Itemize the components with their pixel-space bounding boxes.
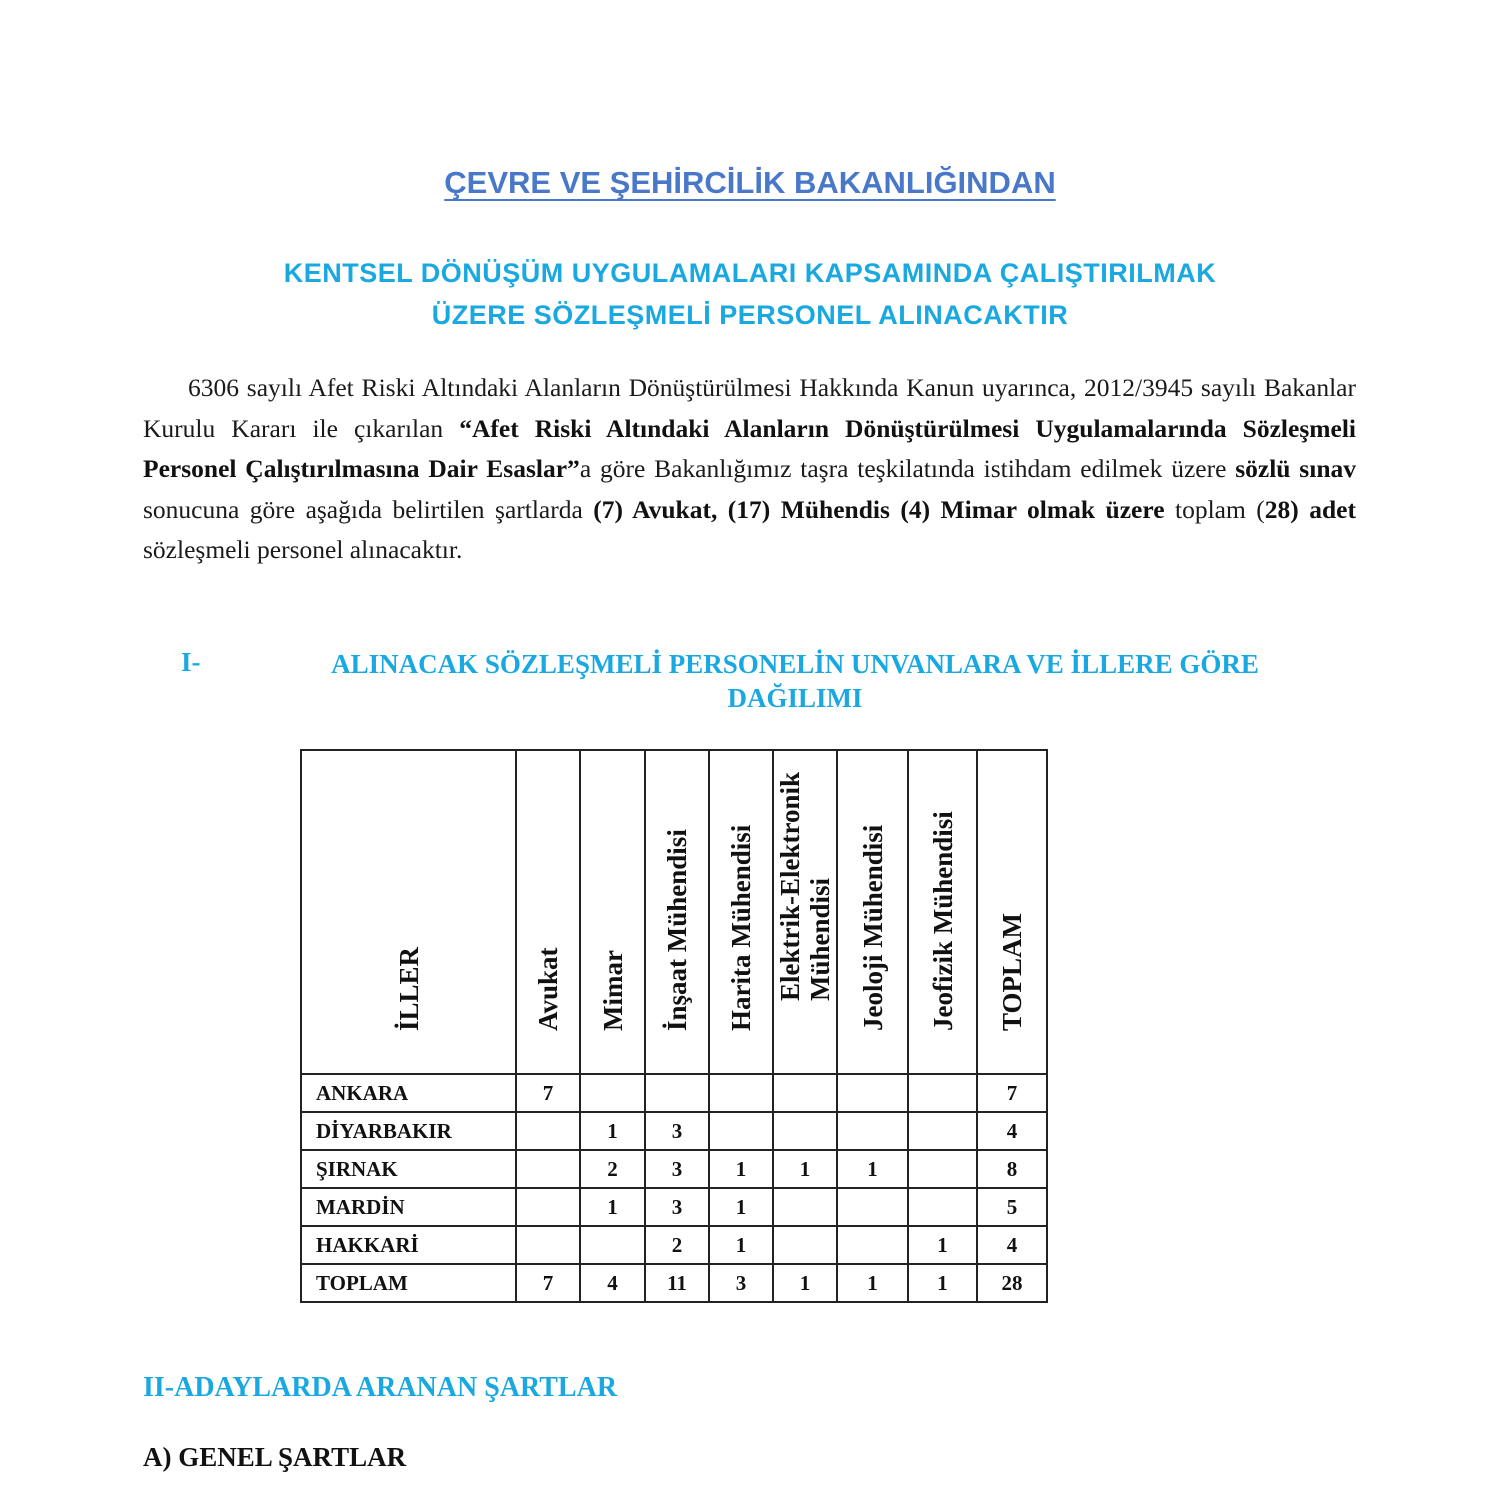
cell-harita: 1 bbox=[709, 1188, 773, 1226]
cell-insaat: 11 bbox=[645, 1264, 709, 1302]
cell-insaat: 3 bbox=[645, 1150, 709, 1188]
cell-jeofizik bbox=[908, 1150, 977, 1188]
table-total-row bbox=[301, 1264, 1047, 1302]
cell-elektrik bbox=[773, 1226, 837, 1264]
cell-toplam: 7 bbox=[977, 1074, 1047, 1112]
intro-text-5: sözleşmeli personel alınacaktır. bbox=[143, 535, 463, 564]
cell-toplam: 4 bbox=[977, 1226, 1047, 1264]
header-toplam bbox=[977, 750, 1047, 1074]
cell-mimar: 1 bbox=[580, 1112, 645, 1150]
section-2-title: II-ADAYLARDA ARANAN ŞARTLAR bbox=[143, 1372, 618, 1403]
table-row bbox=[301, 1226, 1047, 1264]
intro-text-3: sonucuna göre aşağıda belirtilen şartlarda bbox=[143, 494, 594, 524]
header-jeoloji bbox=[837, 750, 908, 1074]
cell-jeofizik bbox=[908, 1074, 977, 1112]
cell-avukat bbox=[516, 1150, 580, 1188]
cell-elektrik bbox=[773, 1188, 837, 1226]
header-jeofizik-text: Jeofizik Mühendisi bbox=[927, 811, 958, 1031]
header-elektrik-line-2: Mühendisi bbox=[805, 877, 835, 1001]
cell-elektrik bbox=[773, 1074, 837, 1112]
cell-avukat: 7 bbox=[516, 1074, 580, 1112]
intro-bold-2: sözlü sınav bbox=[1235, 454, 1357, 483]
section-1-number: I- bbox=[181, 647, 201, 677]
table-row bbox=[301, 1074, 1047, 1112]
cell-avukat bbox=[516, 1188, 580, 1226]
cell-il: ŞIRNAK bbox=[301, 1150, 516, 1188]
cell-elektrik: 1 bbox=[773, 1150, 837, 1188]
header-elektrik-line-1: Elektrik-Elektronik bbox=[775, 771, 805, 1001]
cell-harita: 1 bbox=[709, 1150, 773, 1188]
cell-il: MARDİN bbox=[301, 1188, 516, 1226]
table-row bbox=[301, 1150, 1047, 1188]
subsection-a-title: A) GENEL ŞARTLAR bbox=[143, 1442, 407, 1472]
cell-mimar: 2 bbox=[580, 1150, 645, 1188]
cell-jeofizik bbox=[908, 1112, 977, 1150]
cell-il: HAKKARİ bbox=[301, 1226, 516, 1264]
cell-mimar: 1 bbox=[580, 1188, 645, 1226]
cell-il: DİYARBAKIR bbox=[301, 1112, 516, 1150]
cell-jeofizik bbox=[908, 1188, 977, 1226]
cell-elektrik bbox=[773, 1112, 837, 1150]
cell-elektrik: 1 bbox=[773, 1264, 837, 1302]
announcement-title-line-1: KENTSEL DÖNÜŞÜM UYGULAMALARI KAPSAMINDA ÇALIŞTIRILMAK bbox=[283, 258, 1217, 288]
header-harita bbox=[709, 750, 773, 1074]
header-mimar-text: Mimar bbox=[597, 950, 628, 1031]
ministry-heading bbox=[0, 165, 1500, 201]
intro-paragraph bbox=[143, 368, 1356, 571]
header-elektrik-text bbox=[775, 772, 835, 1001]
cell-toplam: 8 bbox=[977, 1150, 1047, 1188]
header-avukat bbox=[516, 750, 580, 1074]
section-1-title bbox=[270, 647, 1320, 715]
header-elektrik bbox=[773, 750, 837, 1074]
table-header-row bbox=[301, 750, 1047, 1074]
cell-jeoloji bbox=[837, 1226, 908, 1264]
cell-harita: 3 bbox=[709, 1264, 773, 1302]
cell-jeoloji bbox=[837, 1112, 908, 1150]
cell-avukat bbox=[516, 1226, 580, 1264]
cell-jeoloji: 1 bbox=[837, 1264, 908, 1302]
cell-mimar: 4 bbox=[580, 1264, 645, 1302]
cell-jeoloji bbox=[837, 1188, 908, 1226]
cell-insaat: 3 bbox=[645, 1112, 709, 1150]
intro-text-2: a göre Bakanlığımız taşra teşkilatında istihdam edilmek üzere bbox=[579, 454, 1236, 483]
intro-text-4: toplam ( bbox=[1164, 494, 1265, 524]
table-row bbox=[301, 1188, 1047, 1226]
intro-bold-1: “Afet Riski Altındaki Alanların Dönüştürülmesi Uygulamalarında Sözleşmeli Personel Çalıştırılmasına Dair Esaslar” bbox=[143, 413, 1356, 483]
cell-jeofizik: 1 bbox=[908, 1226, 977, 1264]
header-toplam-text: TOPLAM bbox=[997, 912, 1027, 1031]
cell-avukat: 7 bbox=[516, 1264, 580, 1302]
header-iller-text: İLLER bbox=[393, 946, 424, 1031]
cell-jeoloji: 1 bbox=[837, 1150, 908, 1188]
ministry-heading-text: ÇEVRE VE ŞEHİRCİLİK BAKANLIĞINDAN bbox=[444, 165, 1056, 200]
cell-mimar bbox=[580, 1074, 645, 1112]
intro-text-1: 6306 sayılı Afet Riski Altındaki Alanların Dönüştürülmesi Hakkında Kanun uyarınca, 2012/3945 sayılı Bakanlar Kurulu Kararı ile çıkarılan bbox=[143, 373, 1356, 443]
section-1-title-line-1: ALINACAK SÖZLEŞMELİ PERSONELİN UNVANLARA VE İLLERE GÖRE bbox=[331, 649, 1259, 679]
header-harita-text: Harita Mühendisi bbox=[726, 824, 756, 1031]
cell-toplam: 28 bbox=[977, 1264, 1047, 1302]
cell-harita: 1 bbox=[709, 1226, 773, 1264]
distribution-table bbox=[300, 749, 1048, 1303]
header-iller bbox=[301, 750, 516, 1074]
cell-harita bbox=[709, 1112, 773, 1150]
cell-insaat: 2 bbox=[645, 1226, 709, 1264]
cell-avukat bbox=[516, 1112, 580, 1150]
cell-insaat: 3 bbox=[645, 1188, 709, 1226]
cell-harita bbox=[709, 1074, 773, 1112]
cell-il: TOPLAM bbox=[301, 1264, 516, 1302]
header-insaat bbox=[645, 750, 709, 1074]
header-mimar bbox=[580, 750, 645, 1074]
announcement-title-line-2: ÜZERE SÖZLEŞMELİ PERSONEL ALINACAKTIR bbox=[431, 300, 1069, 330]
header-jeoloji-text: Jeoloji Mühendisi bbox=[857, 824, 888, 1031]
section-1-title-line-2: DAĞILIMI bbox=[727, 683, 863, 713]
cell-toplam: 4 bbox=[977, 1112, 1047, 1150]
cell-il: ANKARA bbox=[301, 1074, 516, 1112]
intro-bold-4: 28) adet bbox=[1264, 494, 1356, 524]
header-avukat-text: Avukat bbox=[533, 947, 563, 1031]
cell-toplam: 5 bbox=[977, 1188, 1047, 1226]
table-row bbox=[301, 1112, 1047, 1150]
header-jeofizik bbox=[908, 750, 977, 1074]
header-insaat-text: İnşaat Mühendisi bbox=[662, 829, 692, 1031]
intro-bold-3: (7) Avukat, (17) Mühendis (4) Mimar olmak üzere bbox=[593, 494, 1165, 524]
cell-mimar bbox=[580, 1226, 645, 1264]
cell-jeoloji bbox=[837, 1074, 908, 1112]
cell-insaat bbox=[645, 1074, 709, 1112]
cell-jeofizik: 1 bbox=[908, 1264, 977, 1302]
